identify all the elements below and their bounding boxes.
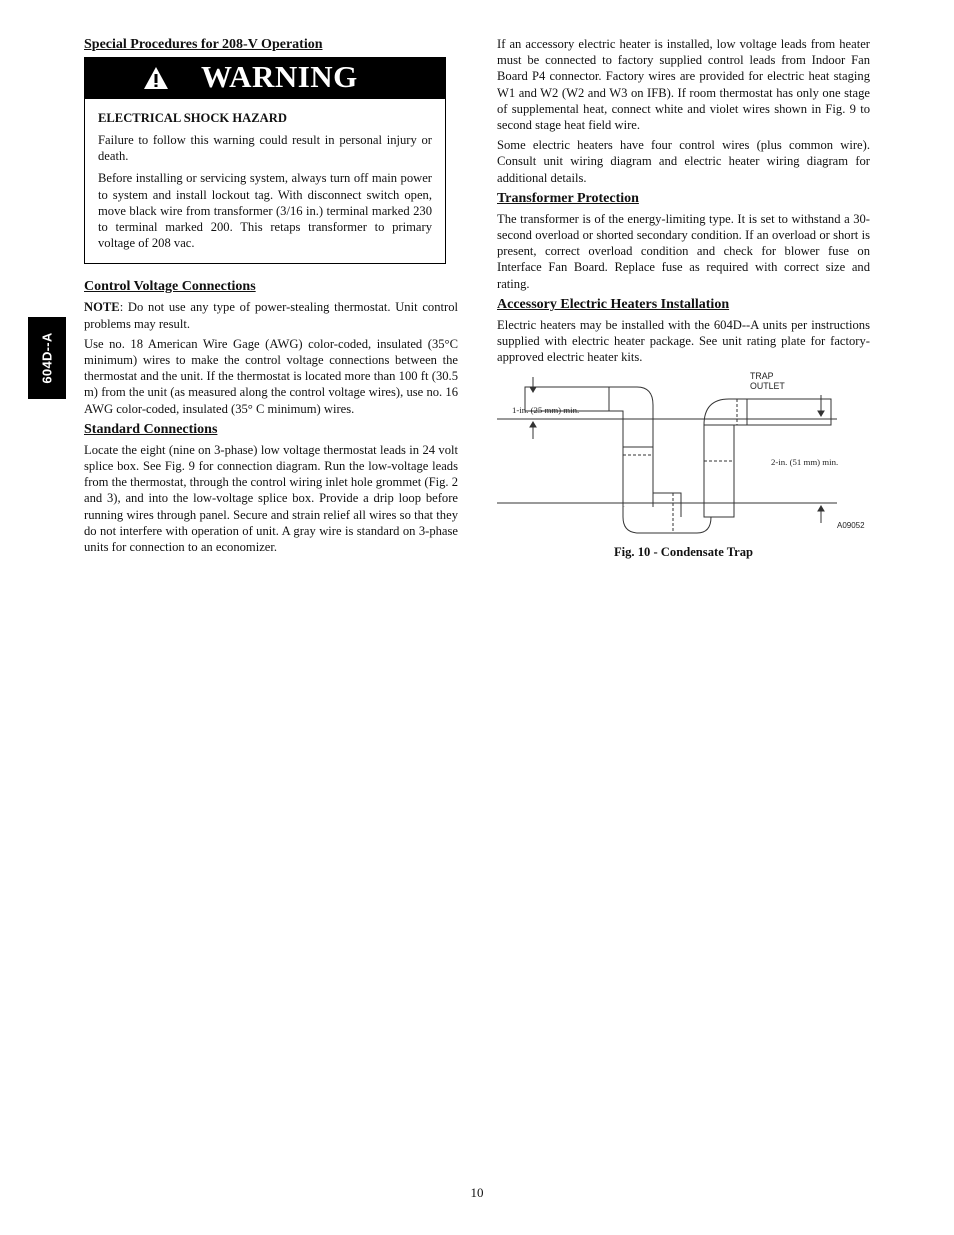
side-tab [28, 317, 66, 399]
side-tab-label: 604D--A [39, 332, 55, 384]
heater-wires-paragraph: Some electric heaters have four control wires (plus common wire). Consult unit wiring diagram and electric heater wiring diagram for additional details. [497, 138, 870, 185]
dimension-1in: 1-in. (25 mm) min. [512, 405, 580, 416]
warning-body [85, 99, 445, 263]
right-column [497, 36, 870, 560]
left-column [84, 36, 458, 559]
warning-header [85, 58, 445, 99]
outlet-label: OUTLET [750, 381, 785, 392]
electric-heaters-paragraph: Electric heaters may be installed with the 604D--A units per instructions supplied with electric heater package. See unit rating plate for factory-approved electric heater kits. [497, 317, 870, 365]
condensate-trap-figure [497, 371, 870, 565]
warning-title: WARNING [201, 59, 358, 94]
hazard-label: ELECTRICAL SHOCK HAZARD [98, 111, 287, 125]
figure-id: A09052 [837, 521, 865, 531]
standard-connections-paragraph: Locate the eight (nine on 3-phase) low voltage thermostat leads in 24 volt splice box. See Fig. 9 for connection diagram. Run the low-voltage leads from the thermostat, through the control wiring inlet hole grommet (Fig. 2 and 3), and into the low-voltage splice box. Provide a drip loop before running wires through panel. Secure and strain relief all wires so that they do not interfere with operation of unit. A gray wire is standard on 3-phase units for connection to an economizer. [84, 442, 458, 555]
warning-box [84, 57, 446, 264]
section-title-electric-heaters: Accessory Electric Heaters Installation [497, 296, 730, 312]
section-title-control-voltage: Control Voltage Connections [84, 279, 256, 295]
trap-label: TRAP [750, 371, 774, 382]
section-title-208v: Special Procedures for 208-V Operation [84, 37, 323, 52]
warning-triangle-icon [143, 66, 169, 90]
heater-leads-paragraph: If an accessory electric heater is installed, low voltage leads from heater must be connected to factory supplied control leads from Indoor Fan Board P4 connector. Factory wires are provided for electric heat staging W1 and W2 (W2 and W3 on IFB). If room thermostat has only one stage of supplemental heat, connect white and violet wires shown in Fig. 9 to second stage heat field wire. [497, 37, 870, 133]
warning-text-1: Failure to follow this warning could result in personal injury or death. [98, 133, 432, 164]
transformer-paragraph: The transformer is of the energy-limiting type. It is set to withstand a 30-second overload or shorted secondary condition. If an overload or short is present, correct overload condition and check for blower fuse on Interface Fan Board. Replace fuse as required with correct size and rating. [497, 211, 870, 291]
dimension-2in: 2-in. (51 mm) min. [771, 457, 839, 468]
page-number: 10 [470, 1185, 484, 1200]
note-paragraph [84, 299, 458, 331]
note-label: NOTE [84, 300, 120, 315]
figure-caption: Fig. 10 - Condensate Trap [613, 545, 754, 560]
section-title-standard-connections: Standard Connections [84, 421, 218, 437]
note-text: : Do not use any type of power-stealing thermostat. Unit control problems may result. [84, 300, 458, 331]
section-title-transformer: Transformer Protection [497, 190, 639, 206]
warning-text-2: Before installing or servicing system, always turn off main power to system and install lockout tag. With disconnect switch open, move black wire from transformer (3/16 in.) terminal marked 230 to terminal marked 200. This retaps transformer to primary voltage of 208 vac. [98, 171, 432, 251]
control-voltage-paragraph: Use no. 18 American Wire Gage (AWG) color-coded, insulated (35°C minimum) wires to make the control voltage connections between the thermostat and the unit. If the thermostat is located more than 100 ft (30.5 m) from the unit (as measured along the control voltage wires), use no. 16 AWG color-coded, insulated (35° C minimum) wires. [84, 336, 458, 416]
